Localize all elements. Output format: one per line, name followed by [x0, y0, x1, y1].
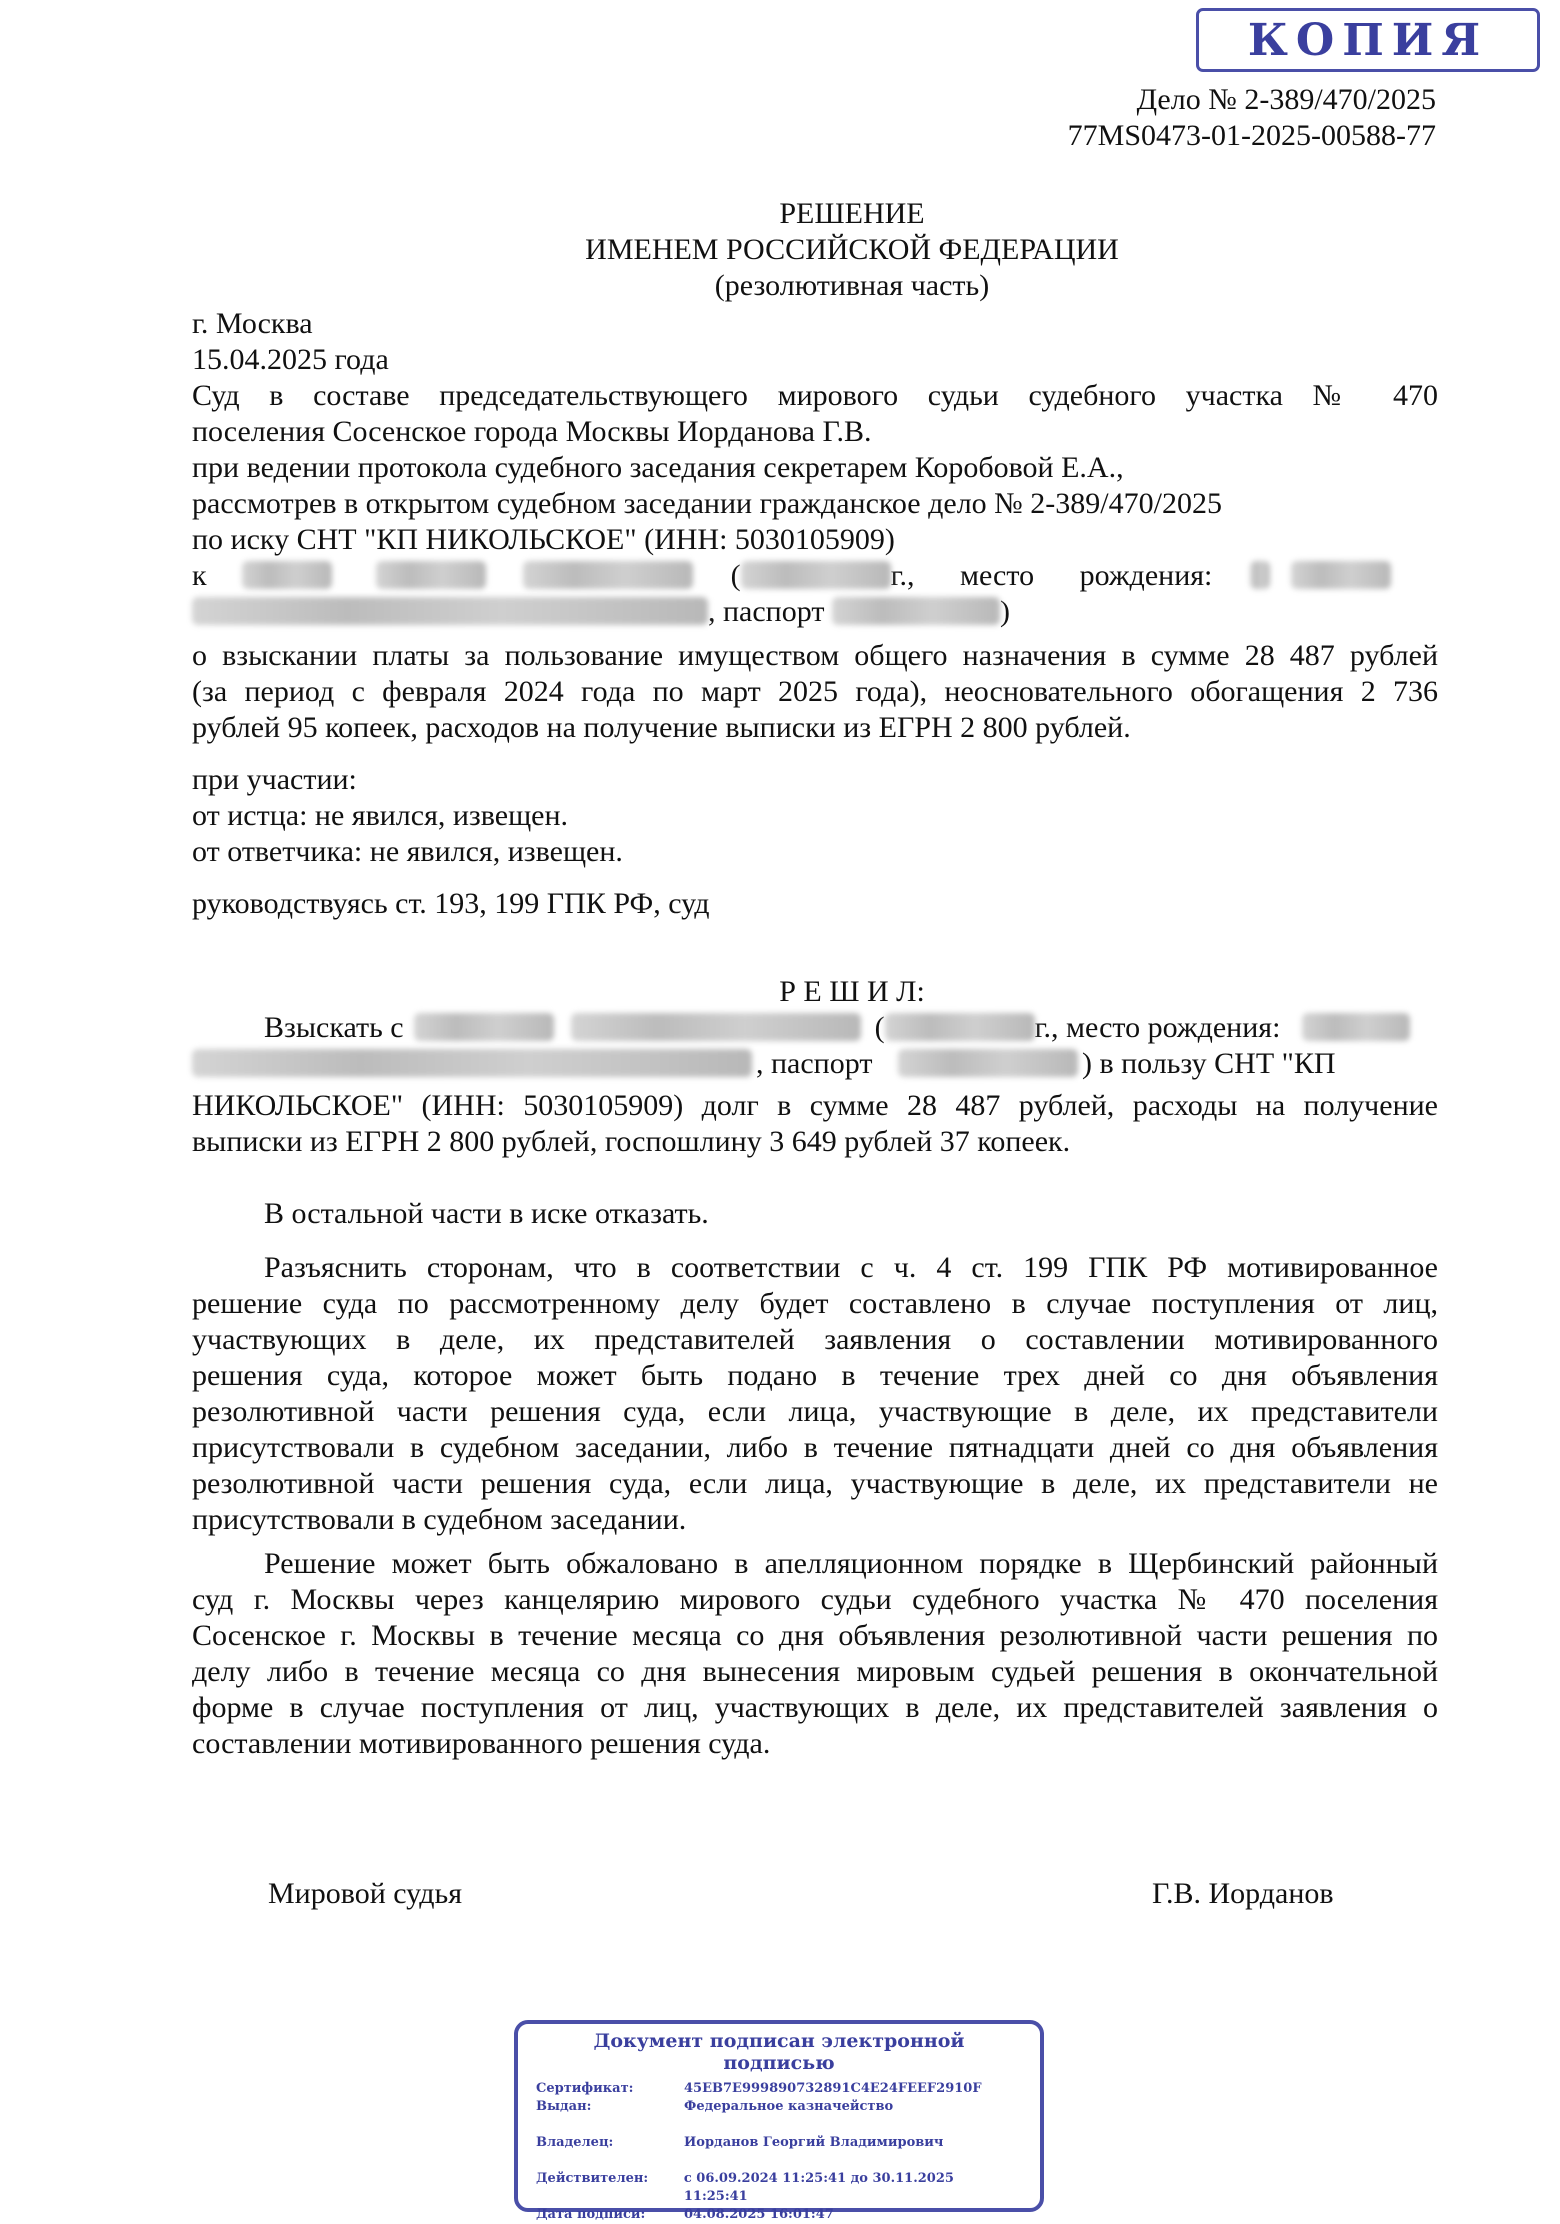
- redacted-ruling-place: [1302, 1013, 1410, 1041]
- case-uid: 77MS0473-01-2025-00588-77: [1067, 119, 1436, 152]
- explain-line: решения суда, которое может быть подано в течение трех дней со дня объявления: [192, 1359, 1438, 1392]
- ruling-passport-label: , паспорт: [756, 1047, 873, 1080]
- ruling-collect: Взыскать с: [264, 1011, 404, 1044]
- esig-date-label: Дата подписи:: [536, 2207, 646, 2222]
- esig-issued-row: [536, 2098, 1022, 2116]
- esig-issued-value: Федеральное казначейство: [684, 2099, 894, 2114]
- explain-line: Разъяснить сторонам, что в соответствии с ч. 4 ст. 199 ГПК РФ мотивированное: [264, 1251, 1438, 1284]
- doc-subtitle-part: (резолютивная часть): [714, 269, 990, 302]
- copy-stamp-label: КОПИЯ: [1247, 14, 1489, 66]
- intro-line-2: поселения Сосенское города Москвы Иорданова Г.В.: [192, 415, 872, 448]
- defendant-prefix: к: [192, 559, 207, 592]
- esig-cert-label: Сертификат:: [536, 2081, 634, 2096]
- intro-line-5: по иску СНТ "КП НИКОЛЬСКОЕ" (ИНН: 5030105909): [192, 523, 895, 556]
- redacted-surname: [242, 561, 332, 589]
- redacted-ruling-name: [571, 1013, 861, 1041]
- esig-cert-row: [536, 2080, 1022, 2098]
- explain-line: присутствовали в судебном заседании.: [192, 1503, 687, 1536]
- redacted-ruling-passport: [898, 1049, 1078, 1077]
- appeal-line: Решение может быть обжаловано в апелляционном порядке в Щербинский районный: [264, 1547, 1438, 1580]
- passport-label: , паспорт: [708, 595, 825, 628]
- redacted-ruling-surname: [414, 1013, 554, 1041]
- redacted-passport: [832, 597, 1000, 625]
- redacted-patronymic: [523, 561, 693, 589]
- redacted-place-2: [1291, 561, 1391, 589]
- guided-by: руководствуясь ст. 193, 199 ГПК РФ, суд: [192, 887, 710, 920]
- esig-cert-value: 45EB7E999890732891C4E24FEEF2910F: [684, 2081, 982, 2096]
- esig-date-value: 04.08.2025 16:01:47: [684, 2207, 834, 2222]
- doc-title: РЕШЕНИЕ: [779, 197, 925, 230]
- judge-name: Г.В. Иорданов: [1152, 1877, 1334, 1910]
- defendant-line-2: [192, 594, 1438, 630]
- explain-line: присутствовали в судебном заседании, либо в течение пятнадцати дней со дня объявления: [192, 1431, 1438, 1464]
- date: 15.04.2025 года: [192, 343, 389, 376]
- case-number: Дело № 2-389/470/2025: [1136, 83, 1436, 116]
- esig-owner-value: Иорданов Георгий Владимирович: [684, 2135, 944, 2150]
- redacted-birthplace: [192, 597, 708, 625]
- rest-denied: В остальной части в иске отказать.: [264, 1197, 709, 1230]
- defendant-line: [192, 558, 1438, 594]
- intro-line-4: рассмотрев в открытом судебном заседании гражданское дело № 2-389/470/2025: [192, 487, 1222, 520]
- explain-line: решение суда по рассмотренному делу будет составлено в случае поступления от лиц,: [192, 1287, 1438, 1320]
- paren-open: (: [730, 559, 741, 592]
- esig-title: Документ подписан электронной подписью: [593, 2030, 965, 2074]
- claim-line-3: рублей 95 копеек, расходов на получение выписки из ЕГРН 2 800 рублей.: [192, 711, 1131, 744]
- appeal-line: суд г. Москвы через канцелярию мирового судьи судебного участка № 470 поселения: [192, 1583, 1438, 1616]
- appeal-line: Сосенское г. Москвы в течение месяца со дня объявления резолютивной части решения по: [192, 1619, 1438, 1652]
- redacted-place-1: [1250, 561, 1270, 589]
- decided-heading: Р Е Ш И Л:: [779, 975, 925, 1008]
- esig-owner-label: Владелец:: [536, 2135, 614, 2150]
- explain-line: участвующих в деле, их представителей заявления о составлении мотивированного: [192, 1323, 1438, 1356]
- ruling-line-2: [192, 1046, 1438, 1082]
- ruling-in-favor: ) в пользу СНТ "КП: [1081, 1047, 1336, 1080]
- ruling-line-1: [264, 1010, 1438, 1046]
- claim-line-1: о взыскании платы за пользование имуществом общего назначения в сумме 28 487 рублей: [192, 639, 1438, 672]
- year-suffix: г.,: [890, 559, 915, 592]
- paren-close: ): [999, 595, 1010, 628]
- esig-date-row: [536, 2206, 1022, 2224]
- appeal-line: составлении мотивированного решения суда.: [192, 1727, 771, 1760]
- doc-subtitle: ИМЕНЕМ РОССИЙСКОЙ ФЕДЕРАЦИИ: [585, 233, 1119, 266]
- city: г. Москва: [192, 307, 313, 340]
- explain-line: резолютивной части решения суда, если лица, участвующие в деле, их представители не: [192, 1467, 1438, 1500]
- participation-label: при участии:: [192, 763, 357, 796]
- appeal-line: форме в случае поступления от лиц, участвующих в деле, их представителей заявления о: [192, 1691, 1438, 1724]
- redacted-ruling-birthdate: [885, 1013, 1035, 1041]
- defendant-presence: от ответчика: не явился, извещен.: [192, 835, 623, 868]
- electronic-signature-stamp: [514, 2020, 1044, 2222]
- esig-valid-row: [536, 2170, 1022, 2206]
- esig-valid-value: с 06.09.2024 11:25:41 до 30.11.2025 11:25:41: [683, 2171, 954, 2204]
- redacted-name: [376, 561, 486, 589]
- place-word: место: [960, 559, 1035, 592]
- intro-line-3: при ведении протокола судебного заседания секретарем Коробовой Е.А.,: [192, 451, 1124, 484]
- intro-line-1: Суд в составе председательствующего мирового судьи судебного участка № 470: [192, 379, 1438, 412]
- ruling-line-4: выписки из ЕГРН 2 800 рублей, госпошлину 3 649 рублей 37 копеек.: [192, 1125, 1071, 1158]
- appeal-line: делу либо в течение месяца со дня вынесения мировым судьей решения в окончательной: [192, 1655, 1438, 1688]
- esig-owner-row: [536, 2134, 1022, 2152]
- esig-valid-label: Действителен:: [536, 2171, 649, 2186]
- plaintiff-presence: от истца: не явился, извещен.: [192, 799, 569, 832]
- explain-line: резолютивной части решения суда, если лица, участвующие в деле, их представители: [192, 1395, 1438, 1428]
- birth-word: рождения:: [1079, 559, 1213, 592]
- esig-issued-label: Выдан:: [536, 2099, 592, 2114]
- ruling-paren-open: (: [874, 1011, 885, 1044]
- judge-role: Мировой судья: [268, 1877, 463, 1910]
- claim-line-2: (за период с февраля 2024 года по март 2025 года), неосновательного обогащения 2 736: [192, 675, 1438, 708]
- copy-stamp: [1196, 8, 1540, 72]
- redacted-ruling-birthplace: [192, 1049, 752, 1077]
- ruling-birth-label: г., место рождения:: [1034, 1011, 1281, 1044]
- redacted-birthdate: [741, 561, 891, 589]
- ruling-line-3: НИКОЛЬСКОЕ" (ИНН: 5030105909) долг в сумме 28 487 рублей, расходы на получение: [192, 1089, 1438, 1122]
